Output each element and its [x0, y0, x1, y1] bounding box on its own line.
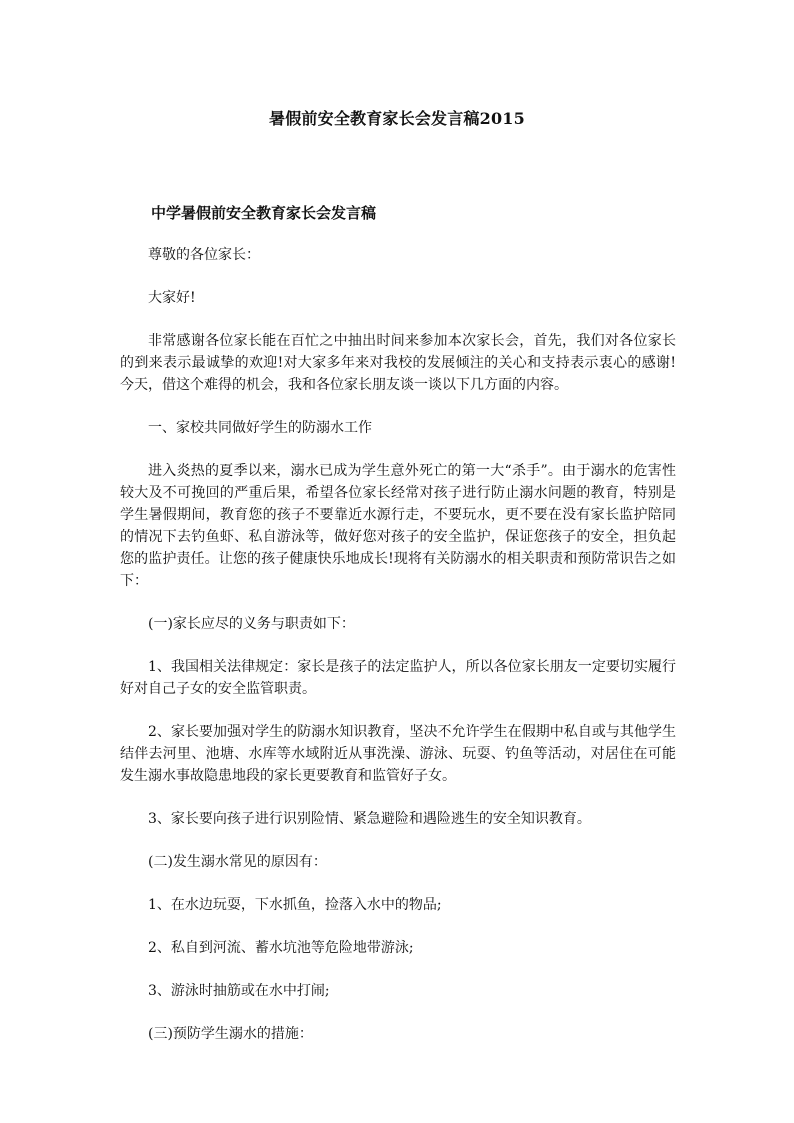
- subsection-heading: (三)预防学生溺水的措施：: [148, 1026, 313, 1042]
- list-item: 1、在水边玩耍，下水抓鱼，捡落入水中的物品;: [148, 897, 442, 913]
- section-heading: 一、家校共同做好学生的防溺水工作: [148, 420, 372, 436]
- paragraph: 进入炎热的夏季以来，溺水已成为学生意外死亡的第一大“杀手”。由于溺水的危害性较大及不可挽回的严重后果，希望各位家长经常对孩子进行防止溺水问题的教育，特别是学生暑假期间，教育您的孩子不要靠近水源行走，不要玩水，更不要在没有家长监护陪同的情况下去钓鱼虾、私自游泳等，做好您对孩子的安全监护，保证您孩子的安全，担负起您的监护责任。让您的孩子健康快乐地成长!现将有关防溺水的相关职责和预防常识告之如下：: [120, 463, 676, 589]
- paragraph: 非常感谢各位家长能在百忙之中抽出时间来参加本次家长会，首先，我们对各位家长的到来表示最诚挚的欢迎!对大家多年来对我校的发展倾注的关心和支持表示衷心的感谢!今天，借这个难得的机会，我和各位家长朋友谈一谈以下几方面的内容。: [120, 333, 676, 393]
- subsection-heading: (二)发生溺水常见的原因有：: [148, 854, 327, 870]
- list-item: 2、私自到河流、蓄水坑池等危险地带游泳;: [148, 940, 414, 956]
- salutation: 尊敬的各位家长：: [148, 247, 260, 263]
- list-item: 1、我国相关法律规定：家长是孩子的法定监护人，所以各位家长朋友一定要切实履行好对自己子女的安全监管职责。: [120, 659, 676, 697]
- document-body: [120, 244, 676, 1066]
- list-item: 2、家长要加强对学生的防溺水知识教育，坚决不允许学生在假期中私自或与其他学生结伴去河里、池塘、水库等水域附近从事洗澡、游泳、玩耍、钓鱼等活动，对居住在可能发生溺水事故隐患地段的家长更要教育和监管好子女。: [120, 724, 676, 784]
- subsection-heading: (一)家长应尽的义务与职责如下：: [148, 616, 355, 632]
- list-item: 3、家长要向孩子进行识别险情、紧急避险和遇险逃生的安全知识教育。: [148, 811, 591, 827]
- greeting: 大家好!: [148, 290, 196, 306]
- document-title: 暑假前安全教育家长会发言稿2015: [269, 109, 525, 128]
- list-item: 3、游泳时抽筋或在水中打闹;: [148, 983, 330, 999]
- document-subtitle: 中学暑假前安全教育家长会发言稿: [151, 204, 377, 222]
